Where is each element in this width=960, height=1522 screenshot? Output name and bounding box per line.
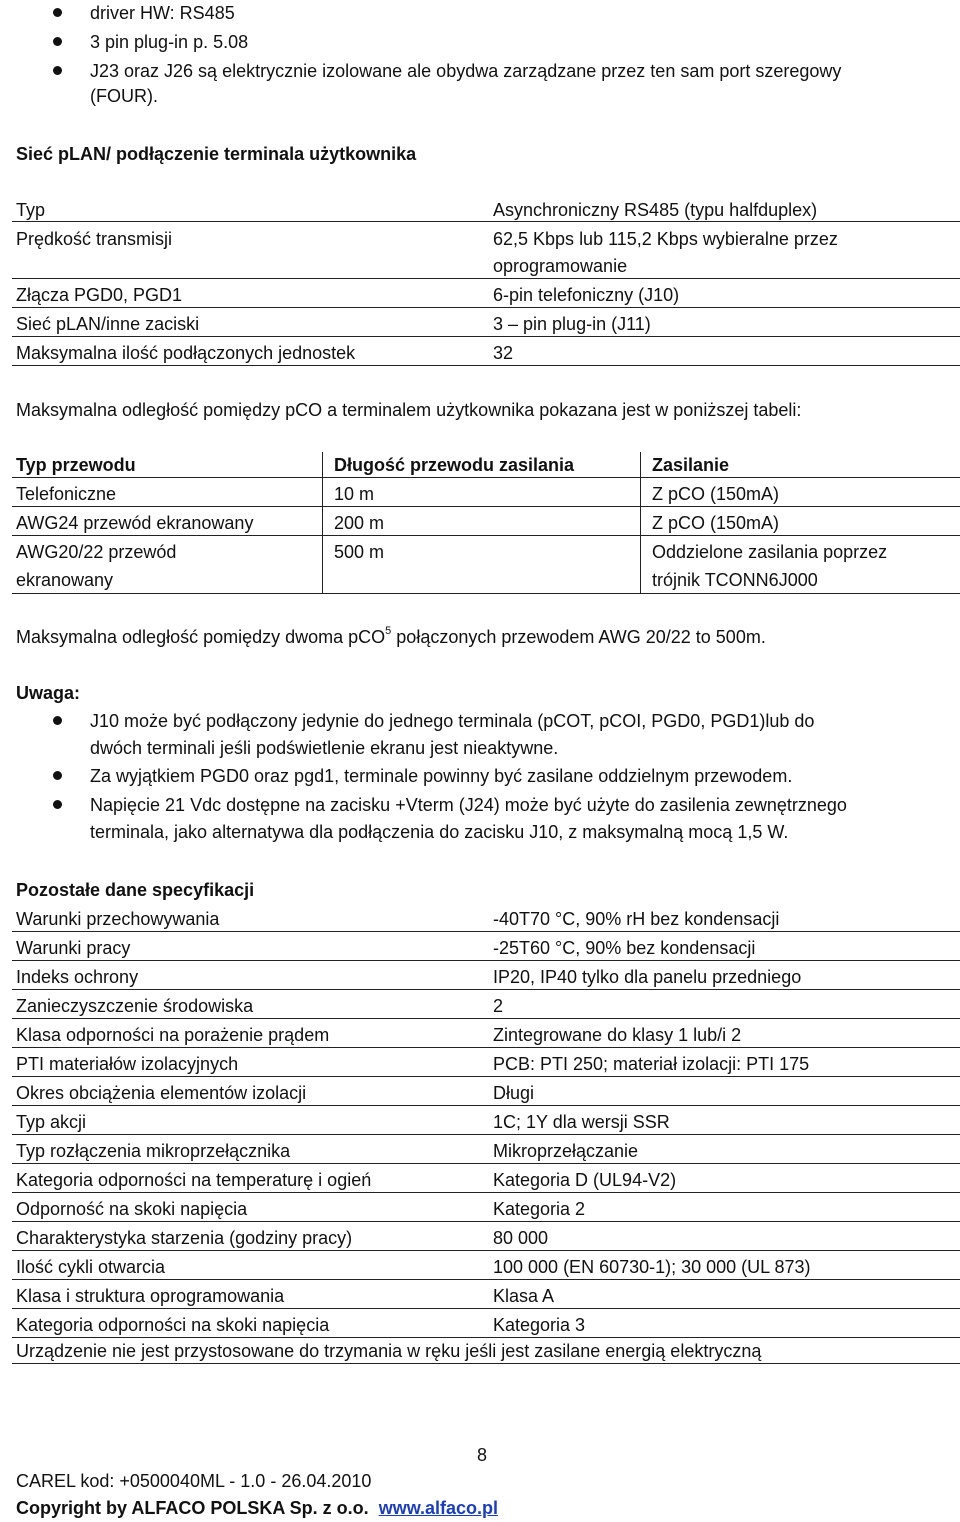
- spec-label: Klasa i struktura oprogramowania: [16, 1286, 285, 1306]
- spec-value: Kategoria 2: [493, 1199, 586, 1219]
- spec-label: Charakterystyka starzenia (godziny pracy): [16, 1228, 353, 1248]
- plan-row-label: Typ: [16, 200, 46, 220]
- distance-intro: Maksymalna odległość pomiędzy pCO a terminalem użytkownika pokazana jest w poniższej tabeli:: [16, 400, 802, 420]
- footer-copyright: Copyright by ALFACO POLSKA Sp. z o.o. www.alfaco.pl: [16, 1498, 499, 1518]
- spec-value: -25T60 °C, 90% bez kondensacji: [493, 938, 756, 958]
- table-rule: [12, 477, 960, 478]
- note-line: dwóch terminali jeśli podświetlenie ekranu jest nieaktywne.: [90, 738, 559, 758]
- table-rule: [12, 960, 960, 961]
- spec-label: PTI materiałów izolacyjnych: [16, 1054, 239, 1074]
- table-rule: [12, 1192, 960, 1193]
- spec-value: Klasa A: [493, 1286, 555, 1306]
- plan-row-label: Sieć pLAN/inne zaciski: [16, 314, 200, 334]
- max-distance-text: Maksymalna odległość pomiędzy dwoma pCO$^5$ połączonych przewodem AWG 20/22 to 500m.: [16, 625, 766, 647]
- bullet-text: J23 oraz J26 są elektrycznie izolowane ale obydwa zarządzane przez ten sam port szeregowy: [90, 61, 842, 81]
- spec-value: 1C; 1Y dla wersji SSR: [493, 1112, 670, 1132]
- spec-value: Mikroprzełączanie: [493, 1141, 639, 1161]
- table-rule: [12, 1308, 960, 1309]
- spec-value: Kategoria D (UL94-V2): [493, 1170, 677, 1190]
- cable-header-type: Typ przewodu: [16, 455, 136, 475]
- specs-title: Pozostałe dane specyfikacji: [16, 880, 255, 900]
- cable-cell-power: Oddzielone zasilania poprzez: [652, 542, 888, 562]
- bullet-text-continuation: (FOUR).: [90, 86, 158, 106]
- spec-value: IP20, IP40 tylko dla panelu przedniego: [493, 967, 802, 987]
- table-rule: [12, 1076, 960, 1077]
- cable-cell-power: trójnik TCONN6J000: [652, 570, 818, 590]
- note-line: Za wyjątkiem PGD0 oraz pgd1, terminale powinny być zasilane oddzielnym przewodem.: [90, 766, 793, 786]
- spec-label: Warunki pracy: [16, 938, 131, 958]
- spec-label: Indeks ochrony: [16, 967, 139, 987]
- table-rule: [12, 593, 960, 594]
- table-rule: [12, 1250, 960, 1251]
- note-line: Napięcie 21 Vdc dostępne na zacisku +Vterm (J24) może być użyte do zasilenia zewnętrznego: [90, 795, 847, 815]
- plan-row-value: Asynchroniczny RS485 (typu halfduplex): [493, 200, 818, 220]
- spec-label: Warunki przechowywania: [16, 909, 220, 929]
- superscript: 5: [385, 625, 392, 637]
- note-line: terminala, jako alternatywa dla podłączenia do zacisku J10, z maksymalną mocą 1,5 W.: [90, 822, 789, 842]
- table-rule: [12, 365, 960, 366]
- table-rule: [12, 1363, 960, 1364]
- table-rule: [12, 278, 960, 279]
- spec-label: Typ rozłączenia mikroprzełącznika: [16, 1141, 291, 1161]
- table-rule: [12, 1221, 960, 1222]
- plan-row-value: 6-pin telefoniczny (J10): [493, 285, 680, 305]
- page-number: 8: [477, 1445, 488, 1465]
- spec-label: Odporność na skoki napięcia: [16, 1199, 248, 1219]
- spec-value: Zintegrowane do klasy 1 lub/i 2: [493, 1025, 742, 1045]
- table-rule: [12, 931, 960, 932]
- note-line: J10 może być podłączony jedynie do jednego terminala (pCOT, pCOI, PGD0, PGD1)lub do: [90, 711, 815, 731]
- table-rule: [12, 221, 960, 222]
- plan-row-label: Prędkość transmisji: [16, 229, 173, 249]
- spec-value: PCB: PTI 250; materiał izolacji: PTI 175: [493, 1054, 810, 1074]
- spec-value: -40T70 °C, 90% rH bez kondensacji: [493, 909, 780, 929]
- website-link[interactable]: www.alfaco.pl: [378, 1498, 499, 1518]
- cable-cell-type: AWG20/22 przewód: [16, 542, 177, 562]
- plan-row-value: 3 – pin plug-in (J11): [493, 314, 651, 334]
- spec-label: Okres obciążenia elementów izolacji: [16, 1083, 307, 1103]
- plan-row-label: Złącza PGD0, PGD1: [16, 285, 183, 305]
- spec-label: Klasa odporności na porażenie prądem: [16, 1025, 330, 1045]
- table-rule: [12, 1337, 960, 1338]
- cable-cell-length: 500 m: [334, 542, 385, 562]
- spec-label: Zanieczyszczenie środowiska: [16, 996, 254, 1016]
- spec-value: 80 000: [493, 1228, 549, 1248]
- table-rule: [12, 535, 960, 536]
- bullet-text: driver HW: RS485: [90, 3, 235, 23]
- cable-cell-type: AWG24 przewód ekranowany: [16, 513, 254, 533]
- bullet-icon: [53, 66, 62, 75]
- table-column-divider: [640, 452, 641, 593]
- bullet-icon: [53, 37, 62, 46]
- plan-section-title: Sieć pLAN/ podłączenie terminala użytkownika: [16, 144, 417, 164]
- plan-row-value: 32: [493, 343, 514, 363]
- footer-code: CAREL kod: +0500040ML - 1.0 - 26.04.2010: [16, 1471, 372, 1491]
- plan-row-value: 62,5 Kbps lub 115,2 Kbps wybieralne przez: [493, 229, 838, 249]
- cable-cell-power: Z pCO (150mA): [652, 484, 780, 504]
- spec-value: Kategoria 3: [493, 1315, 586, 1335]
- table-rule: [12, 1279, 960, 1280]
- cable-cell-type: ekranowany: [16, 570, 114, 590]
- table-rule: [12, 1134, 960, 1135]
- spec-label: Typ akcji: [16, 1112, 87, 1132]
- table-rule: [12, 307, 960, 308]
- table-rule: [12, 1018, 960, 1019]
- cable-cell-type: Telefoniczne: [16, 484, 117, 504]
- cable-cell-power: Z pCO (150mA): [652, 513, 780, 533]
- plan-row-label: Maksymalna ilość podłączonych jednostek: [16, 343, 356, 363]
- spec-value: Długi: [493, 1083, 535, 1103]
- cable-cell-length: 10 m: [334, 484, 375, 504]
- bullet-icon: [53, 8, 62, 17]
- table-rule: [12, 1163, 960, 1164]
- bullet-icon: [53, 716, 62, 725]
- spec-label: Ilość cykli otwarcia: [16, 1257, 166, 1277]
- cable-header-power: Zasilanie: [652, 455, 730, 475]
- bullet-text: 3 pin plug-in p. 5.08: [90, 32, 249, 52]
- table-rule: [12, 1105, 960, 1106]
- notes-title: Uwaga:: [16, 683, 81, 703]
- spec-value: 2: [493, 996, 504, 1016]
- plan-row-value: oprogramowanie: [493, 256, 628, 276]
- bullet-icon: [53, 800, 62, 809]
- cable-cell-length: 200 m: [334, 513, 385, 533]
- table-rule: [12, 1047, 960, 1048]
- table-column-divider: [322, 452, 323, 593]
- table-rule: [12, 336, 960, 337]
- spec-label: Kategoria odporności na temperaturę i ogień: [16, 1170, 372, 1190]
- spec-value: 100 000 (EN 60730-1); 30 000 (UL 873): [493, 1257, 811, 1277]
- table-rule: [12, 506, 960, 507]
- spec-label: Kategoria odporności na skoki napięcia: [16, 1315, 330, 1335]
- specs-footer-note: Urządzenie nie jest przystosowane do trzymania w ręku jeśli jest zasilane energią elektryczną: [16, 1341, 762, 1361]
- table-rule: [12, 989, 960, 990]
- bullet-icon: [53, 771, 62, 780]
- cable-header-length: Długość przewodu zasilania: [334, 455, 575, 475]
